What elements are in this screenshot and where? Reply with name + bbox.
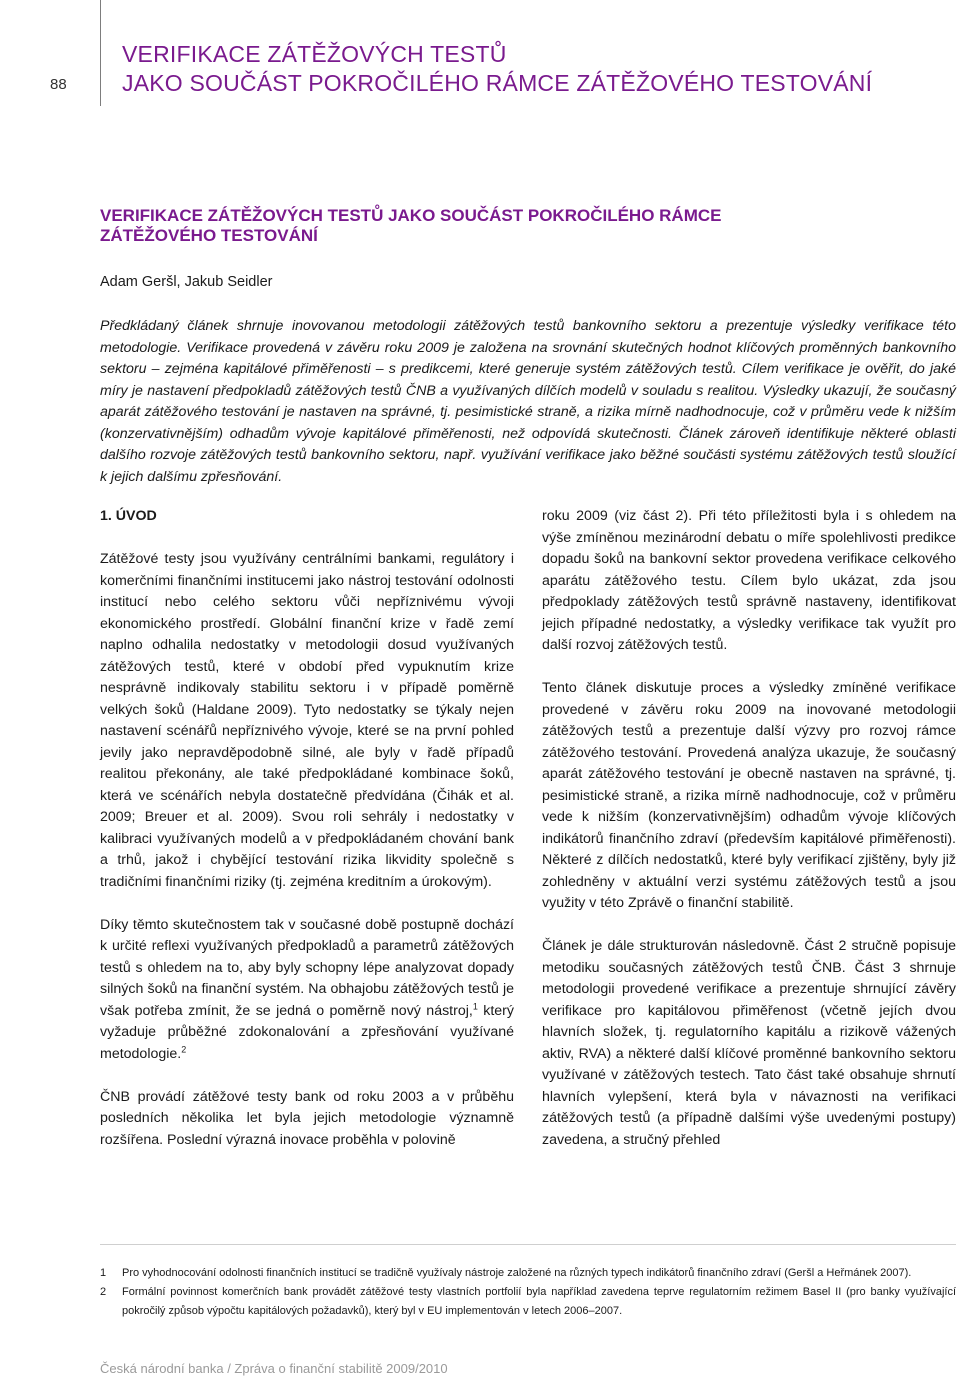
right-paragraph-1: roku 2009 (viz část 2). Při této příležitosti byla i s ohledem na výše zmíněnou mezinárodní debatu o míře spolehlivosti predikce dopadu šoků na bankovní sektor provedena verifikace celkového aparátu zátěžového testu. Cílem bylo ukázat, zda jsou předpoklady zátěžových testů správně nastaveny, identifikovat jejich případné nedostatky, a výsledky verifikace tak využít pro další rozvoj zátěžových testů. — [542, 508, 956, 653]
footnote-2-text: Formální povinnost komerčních bank provádět zátěžové testy vlastních portfolií byla například zavedena teprve regulatorním režimem Basel II (pro banky využívající pokročilý způsob výpočtu kapitálových požadavků), který byl v EU implementován v letech 2006–2007. — [122, 1286, 956, 1317]
article-title-line-2: ZÁTĚŽOVÉHO TESTOVÁNÍ — [100, 226, 318, 245]
footnote-ref-2[interactable]: 2 — [181, 1043, 187, 1054]
section-heading: 1. ÚVOD — [100, 508, 157, 524]
footnote-2 — [100, 1283, 956, 1321]
left-paragraph-2 — [100, 915, 514, 1066]
right-paragraph-2: Tento článek diskutuje proces a výsledky zmíněné verifikace provedené v závěru roku 2009 na inovované metodologii zátěžových testů a prezentuje další výzvy pro rozvoj rámce zátěžového testování. Provedená analýza ukazuje, že současný aparát zátěžového testování je obecně nastaven na správné, tj. pesimistické straně, a rizika mírně nadhodnocuje, což v průměru vede k nižším (konzervativnějším) odhadům vývoje klíčových indikátorů finančního zdraví (především kapitálové přiměřenosti). Některé z dílčích nedostatků, které byly verifikací zjištěny, byly již zohledněny v aktuální verzi systému zátěžových testů a jsou využity v této Zprávě o finanční stabilitě. — [542, 680, 956, 911]
footnotes — [100, 1264, 956, 1321]
left-paragraph-3: ČNB provádí zátěžové testy bank od roku 2003 a v průběhu posledních několika let byla jejich metodologie významně rozšířena. Poslední výrazná inovace proběhla v polovině — [100, 1088, 514, 1148]
left-column — [100, 506, 514, 1151]
footnote-2-number: 2 — [100, 1286, 107, 1298]
page-number: 88 — [50, 76, 67, 93]
right-column — [542, 506, 956, 1151]
running-head-line-2: JAKO SOUČÁST POKROČILÉHO RÁMCE ZÁTĚŽOVÉHO TESTOVÁNÍ — [122, 70, 873, 96]
footnote-rule — [100, 1244, 956, 1245]
abstract: Předkládaný článek shrnuje inovovanou metodologii zátěžových testů bankovního sektoru a prezentuje výsledky verifikace této metodologie. Verifikace provedená v závěru roku 2009 je založena na srovnání skutečných hodnot klíčových proměnných bankovního sektoru – zejména kapitálové přiměřenosti – s predikcemi, které generuje systém zátěžových testů. Cílem verifikace je ověřit, do jaké míry je nastavení předpokladů zátěžových testů ČNB a využívaných dílčích modelů v souladu s realitou. Výsledky ukazují, že současný aparát zátěžového testování je nastaven na správné, tj. pesimistické straně, a rizika mírně nadhodnocuje, což v průměru vede k nižším (konzervativnějším) odhadům vývoje kapitálové přiměřenosti, než odpovídá skutečnosti. Článek zároveň identifikuje některé oblasti dalšího rozvoje zátěžových testů bankovního sektoru, např. využívání verifikace jako běžné součásti systému zátěžových testů sloužící k jejich dalšímu zpřesňování. — [100, 318, 956, 485]
footnote-1-number: 1 — [100, 1267, 107, 1279]
footnote-1 — [100, 1264, 956, 1283]
left-paragraph-2-text-a: Díky těmto skutečnostem tak v současné době postupně dochází k určité reflexi využívaných předpokladů a parametrů zátěžových testů s ohledem na to, aby byly schopny lépe analyzovat dopady silných šoků na finanční systém. Na obhajobu zátěžových testů je však potřeba zmínit, že se jedná o poměrně nový nástroj, — [100, 916, 514, 1019]
right-paragraph-3: Článek je dále strukturován následovně. Část 2 stručně popisuje metodiku současných zátěžových testů ČNB. Část 3 shrnuje metodologii provedené verifikace a prezentuje shrnující závěry verifikace pro kapitálovou přiměřenost (včetně jejích dvou hlavních složek, tj. regulatorního kapitálu a rizikově vážených aktiv, RVA) a některé další klíčové proměnné bankovního sektoru využívané v zátěžových testech. Tato část také obsahuje shrnutí hlavních vylepšení, která byla v návaznosti na verifikaci zátěžových testů (a případně dalšími výše uvedenými postupy) zavedena, a stručný přehled — [542, 938, 956, 1148]
margin-rule — [100, 0, 101, 106]
footnote-1-text: Pro vyhodnocování odolnosti finančních institucí se tradičně využívaly nástroje založené na různých typech indikátorů finančního zdraví (Geršl a Heřmánek 2007). — [122, 1267, 912, 1279]
footnote-ref-1[interactable]: 1 — [472, 1000, 478, 1011]
running-head — [122, 40, 872, 98]
page-footer: Česká národní banka / Zpráva o finanční stabilitě 2009/2010 — [100, 1361, 448, 1376]
authors: Adam Geršl, Jakub Seidler — [100, 274, 273, 290]
left-paragraph-2-text-b: který vyžaduje průběžné zdokonalování a zpřesňování využívané metodologie. — [100, 1002, 514, 1062]
article-title — [100, 206, 930, 246]
left-paragraph-1: Zátěžové testy jsou využívány centrálními bankami, regulátory i komerčními finančními institucemi jako nástroj testování odolnosti institucí nebo celého sektoru vůči nepříznivému vývoji ekonomického prostředí. Globální finanční krize v řadě zemí naplno odhalila nedostatky v metodologii dosud využívaných zátěžových testů, které v období před vypuknutím krize nesprávně indikovaly stabilitu sektoru i v případě poměrně velkých šoků (Haldane 2009). Tyto nedostatky se týkaly nejen nastavení scénářů nepříznivého vývoje, které se na první pohled jevily jako nepravděpodobně silné, ale byly v řadě případů realitou překonány, ale také předpokládané kombinace šoků, která ve scénářích nebyla dostatečně předvídána (Čihák et al. 2009; Breuer et al. 2009). Svou roli sehrály i nedostatky v kalibraci využívaných modelů a v předpokládaném chování bank a trhů, jakož i chybějící testování rizika likvidity společně s tradičními finančními riziky (tj. zejména kreditním a úrokovým). — [100, 551, 514, 890]
article-title-line-1: VERIFIKACE ZÁTĚŽOVÝCH TESTŮ JAKO SOUČÁST POKROČILÉHO RÁMCE — [100, 206, 722, 225]
running-head-line-1: VERIFIKACE ZÁTĚŽOVÝCH TESTŮ — [122, 41, 507, 67]
